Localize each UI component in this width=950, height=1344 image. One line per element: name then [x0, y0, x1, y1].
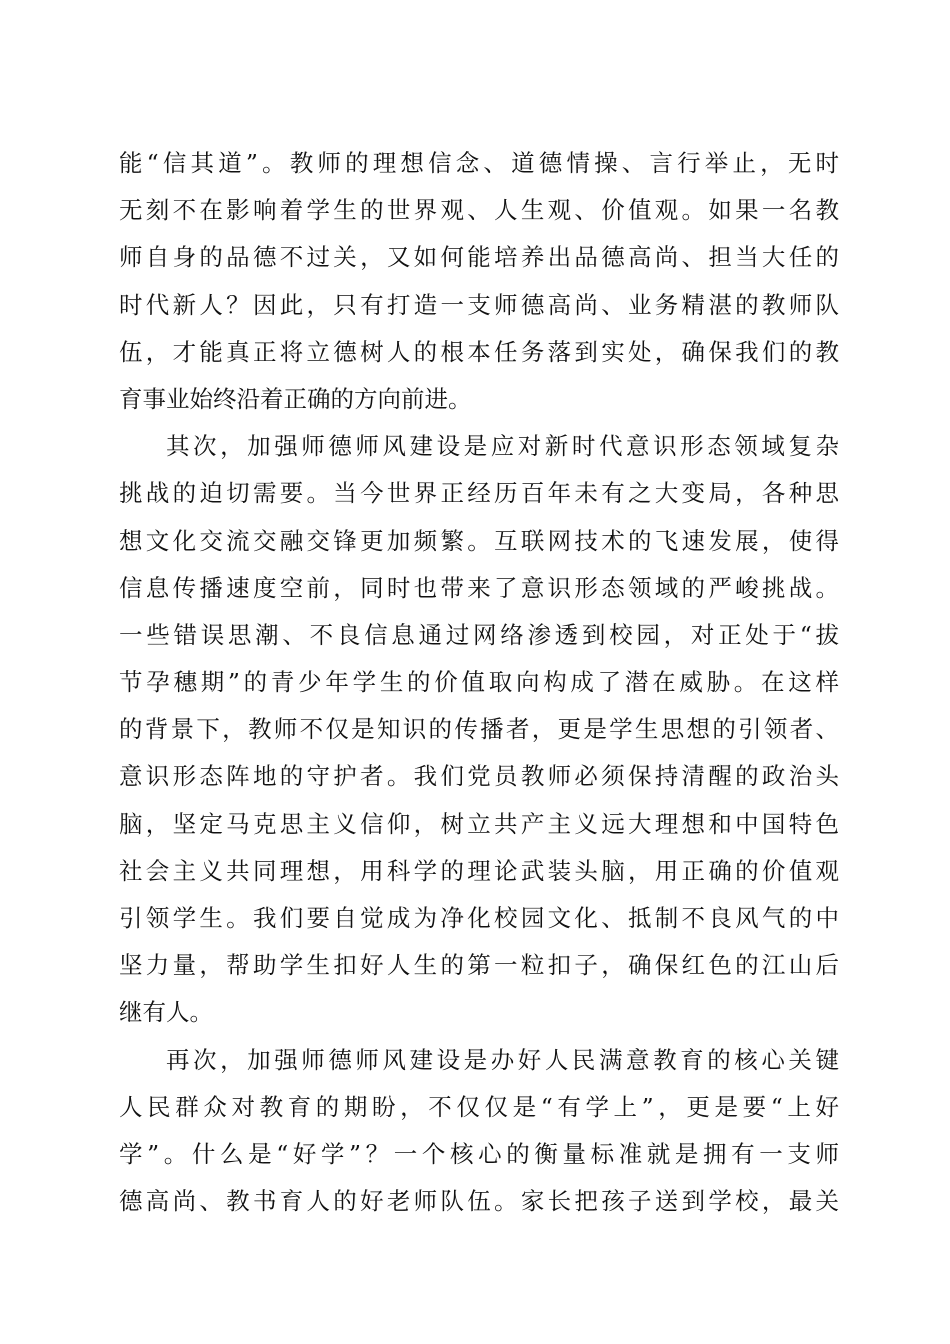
text-line: 师自身的品德不过关，又如何能培养出品德高尚、担当大任的: [119, 243, 839, 272]
text-line: 伍，才能真正将立德树人的根本任务落到实处，确保我们的教: [119, 337, 839, 366]
text-line: 节孕穗期”的青少年学生的价值取向构成了潜在威胁。在这样: [119, 668, 839, 697]
paragraph-start-line: 再次，加强师德师风建设是办好人民满意教育的核心关键: [166, 1045, 839, 1074]
text-line: 学”。什么是“好学”？一个核心的衡量标准就是拥有一支师: [119, 1139, 839, 1168]
text-line: 社会主义共同理想，用科学的理论武装头脑，用正确的价值观: [119, 856, 839, 885]
text-line: 脑，坚定马克思主义信仰，树立共产主义远大理想和中国特色: [119, 809, 839, 838]
text-line: 坚力量，帮助学生扣好人生的第一粒扣子，确保红色的江山后: [119, 951, 839, 980]
paragraph-start-line: 其次，加强师德师风建设是应对新时代意识形态领域复杂: [166, 432, 839, 461]
text-line: 引领学生。我们要自觉成为净化校园文化、抵制不良风气的中: [119, 904, 839, 932]
text-line: 继有人。: [119, 998, 213, 1027]
text-line: 德高尚、教书育人的好老师队伍。家长把孩子送到学校，最关: [119, 1187, 839, 1216]
text-line: 意识形态阵地的守护者。我们党员教师必须保持清醒的政治头: [119, 762, 839, 791]
text-line: 人民群众对教育的期盼，不仅仅是“有学上”，更是要“上好: [119, 1092, 839, 1121]
text-line: 一些错误思潮、不良信息通过网络渗透到校园，对正处于“拔: [119, 620, 839, 649]
text-line: 的背景下，教师不仅是知识的传播者，更是学生思想的引领者、: [119, 715, 839, 744]
text-line: 信息传播速度空前，同时也带来了意识形态领域的严峻挑战。: [119, 573, 839, 602]
text-line: 无刻不在影响着学生的世界观、人生观、价值观。如果一名教: [119, 196, 839, 225]
text-line: 育事业始终沿着正确的方向前进。: [119, 384, 472, 413]
text-line: 挑战的迫切需要。当今世界正经历百年未有之大变局，各种思: [119, 479, 839, 508]
text-line: 想文化交流交融交锋更加频繁。互联网技术的飞速发展，使得: [119, 526, 839, 555]
body-text: [119, 140, 839, 1225]
text-line: 时代新人？因此，只有打造一支师德高尚、业务精湛的教师队: [119, 290, 839, 319]
text-line: 能“信其道”。教师的理想信念、道德情操、言行举止，无时: [119, 149, 839, 177]
